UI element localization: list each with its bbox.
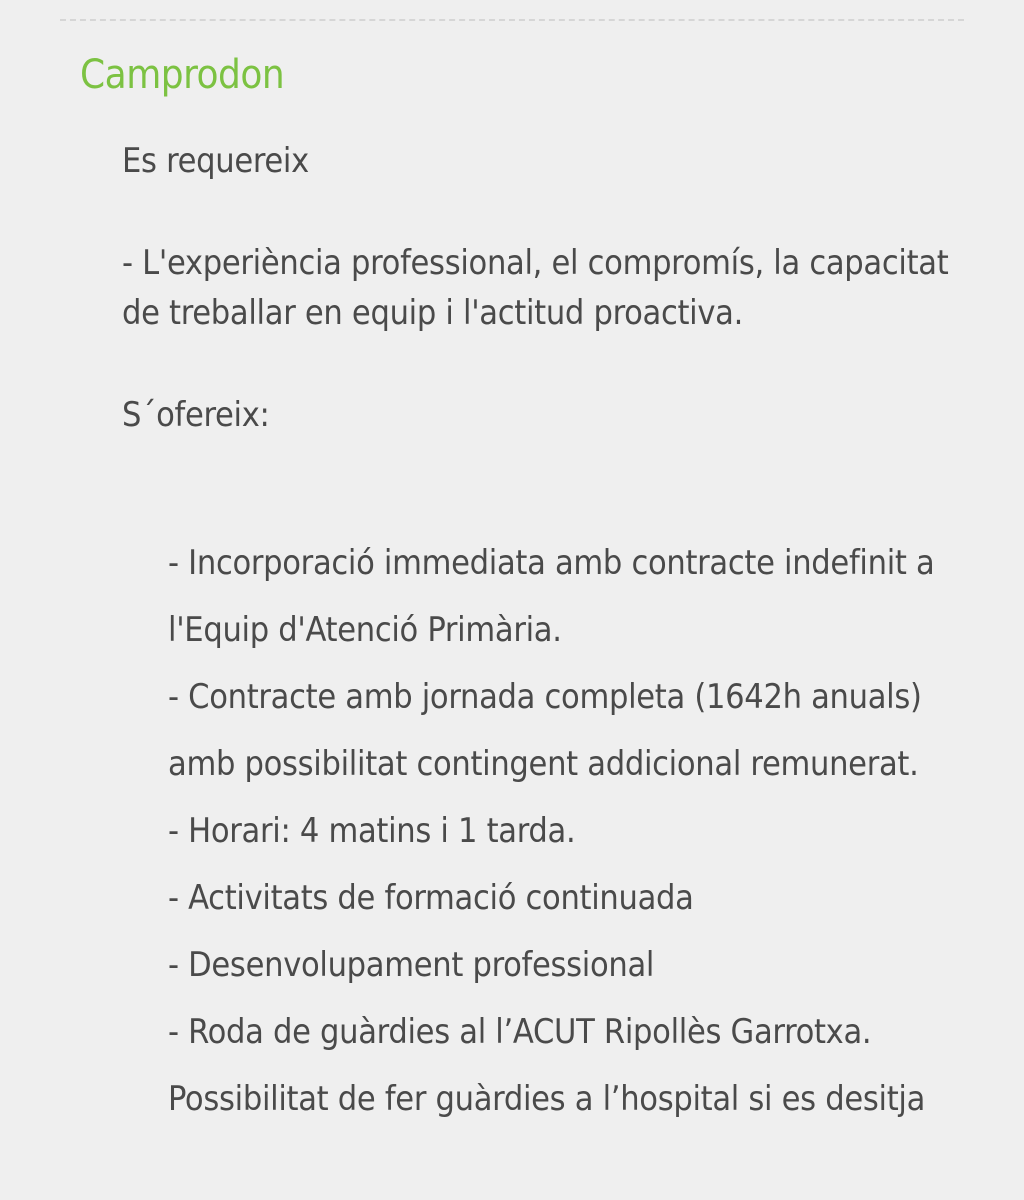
spacer: [122, 186, 962, 238]
requirements-text: - L'experiència professional, el compromís, la capacitat de treballar en equip i l'actitud proactiva.: [122, 243, 949, 333]
offer-item: - Contracte amb jornada completa (1642h anuals) amb possibilitat contingent addicional remunerat.: [168, 677, 922, 784]
requirements-label: Es requereix: [122, 141, 309, 181]
offer-item: - Incorporació immediata amb contracte indefinit a l'Equip d'Atenció Primària.: [168, 543, 935, 650]
offer-item: - Horari: 4 matins i 1 tarda.: [168, 811, 576, 851]
location-title: Camprodon: [80, 52, 285, 98]
spacer: [122, 338, 962, 390]
offer-list: [122, 530, 968, 1133]
job-description: [122, 136, 962, 1133]
offer-label: S´ofereix:: [122, 395, 270, 435]
offer-item: - Desenvolupament professional: [168, 945, 655, 985]
spacer: [122, 440, 962, 530]
section-divider: [60, 19, 964, 21]
offer-item: - Roda de guàrdies al l’ACUT Ripollès Garrotxa. Possibilitat de fer guàrdies a l’hospital si es desitja: [168, 1012, 926, 1119]
offer-item: - Activitats de formació continuada: [168, 878, 694, 918]
